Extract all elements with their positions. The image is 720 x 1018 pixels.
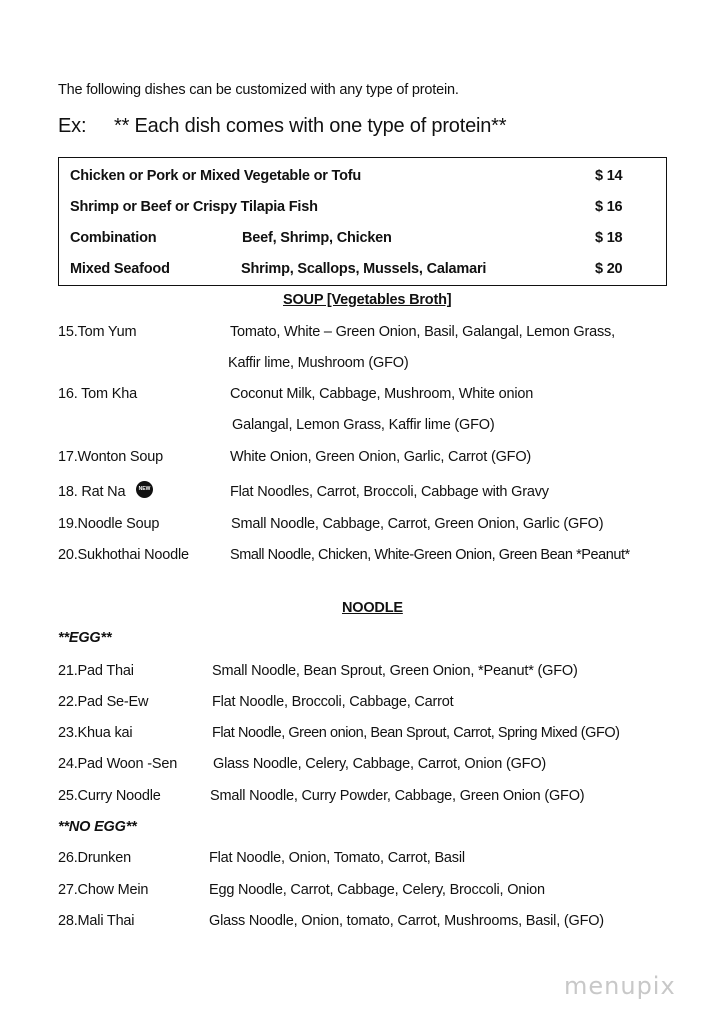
example-label: Ex: <box>58 115 87 137</box>
example-text: ** Each dish comes with one type of protein** <box>114 115 507 137</box>
protein-price: $ 16 <box>595 199 623 215</box>
dish-name: 24.Pad Woon -Sen <box>58 756 178 772</box>
no-egg-label: **NO EGG** <box>58 819 137 835</box>
dish-desc: Small Noodle, Cabbage, Carrot, Green Onion, Garlic (GFO) <box>231 516 604 532</box>
protein-name: Chicken or Pork or Mixed Vegetable or Tofu <box>70 168 362 184</box>
soup-heading: SOUP [Vegetables Broth] <box>283 292 452 308</box>
dish-desc: White Onion, Green Onion, Garlic, Carrot (GFO) <box>230 449 532 465</box>
protein-name: Mixed Seafood <box>70 261 170 277</box>
dish-name: 27.Chow Mein <box>58 882 149 898</box>
protein-price: $ 20 <box>595 261 623 277</box>
dish-desc: Flat Noodle, Green onion, Bean Sprout, Carrot, Spring Mixed (GFO) <box>212 725 620 741</box>
dish-name: 22.Pad Se-Ew <box>58 694 149 710</box>
watermark-logo: menupix <box>564 972 676 1000</box>
dish-desc: Coconut Milk, Cabbage, Mushroom, White onion <box>230 386 534 402</box>
intro-text: The following dishes can be customized with any type of protein. <box>58 82 459 98</box>
dish-name: 20.Sukhothai Noodle <box>58 547 189 563</box>
dish-desc: Small Noodle, Curry Powder, Cabbage, Green Onion (GFO) <box>210 788 585 804</box>
dish-desc: Small Noodle, Bean Sprout, Green Onion, *Peanut* (GFO) <box>212 663 578 679</box>
dish-name: 18. Rat Na <box>58 484 126 500</box>
dish-name: 26.Drunken <box>58 850 131 866</box>
dish-name: 15.Tom Yum <box>58 324 137 340</box>
egg-label: **EGG** <box>58 630 112 646</box>
dish-desc: Tomato, White – Green Onion, Basil, Galangal, Lemon Grass, <box>230 324 615 340</box>
dish-name: 17.Wonton Soup <box>58 449 163 465</box>
dish-name: 25.Curry Noodle <box>58 788 161 804</box>
dish-desc: Glass Noodle, Celery, Cabbage, Carrot, Onion (GFO) <box>213 756 547 772</box>
dish-name: 28.Mali Thai <box>58 913 135 929</box>
dish-name: 19.Noodle Soup <box>58 516 160 532</box>
dish-desc: Galangal, Lemon Grass, Kaffir lime (GFO) <box>232 417 495 433</box>
protein-detail: Beef, Shrimp, Chicken <box>242 230 392 246</box>
dish-desc: Flat Noodle, Broccoli, Cabbage, Carrot <box>212 694 454 710</box>
dish-desc: Flat Noodle, Onion, Tomato, Carrot, Basil <box>209 850 465 866</box>
dish-name: 23.Khua kai <box>58 725 133 741</box>
dish-desc: Small Noodle, Chicken, White-Green Onion, Green Bean *Peanut* <box>230 547 630 563</box>
protein-name: Shrimp or Beef or Crispy Tilapia Fish <box>70 199 318 215</box>
dish-desc: Flat Noodles, Carrot, Broccoli, Cabbage with Gravy <box>230 484 549 500</box>
dish-desc: Glass Noodle, Onion, tomato, Carrot, Mushrooms, Basil, (GFO) <box>209 913 604 929</box>
new-badge-icon: NEW <box>136 481 153 498</box>
protein-detail: Shrimp, Scallops, Mussels, Calamari <box>241 261 487 277</box>
dish-desc: Egg Noodle, Carrot, Cabbage, Celery, Broccoli, Onion <box>209 882 545 898</box>
dish-name: 21.Pad Thai <box>58 663 134 679</box>
dish-name: 16. Tom Kha <box>58 386 137 402</box>
dish-desc: Kaffir lime, Mushroom (GFO) <box>228 355 409 371</box>
protein-price: $ 18 <box>595 230 623 246</box>
protein-price: $ 14 <box>595 168 623 184</box>
protein-name: Combination <box>70 230 157 246</box>
noodle-heading: NOODLE <box>342 600 403 616</box>
